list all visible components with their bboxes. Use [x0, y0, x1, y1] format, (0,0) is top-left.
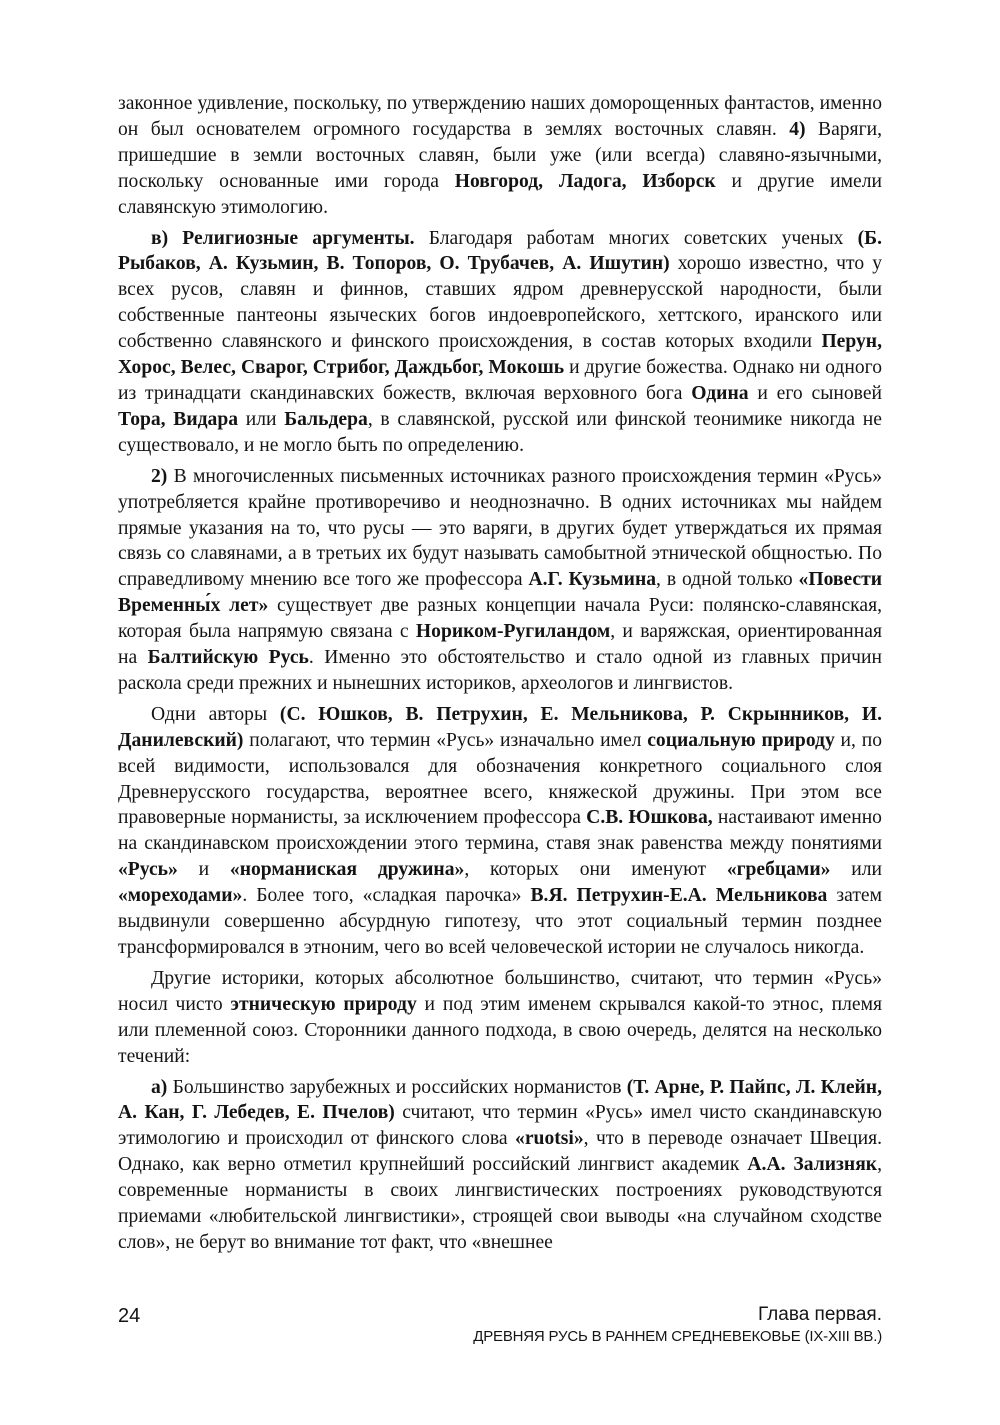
text-run: Одни авторы: [151, 703, 280, 725]
bold-text-run: (Б. Рыбаков, А. Кузьмин, В. Топоров, О. Трубачев, А. Ишутин): [118, 227, 882, 275]
bold-text-run: Тора, Видара: [118, 408, 239, 430]
paragraph-normanists: [118, 1075, 882, 1256]
paragraph-social-nature: [118, 702, 882, 961]
page-number: 24: [118, 1305, 141, 1327]
bold-text-run: «Повести Временны́х лет»: [118, 569, 883, 617]
bold-text-run: 4): [789, 118, 806, 140]
paragraph-term-rus-sources: [118, 464, 882, 697]
bold-text-run: «ruotsi»: [515, 1128, 584, 1150]
bold-text-run: 2): [151, 465, 168, 487]
bold-text-run: Бальдера: [284, 408, 368, 430]
text-run: , которых они именуют: [464, 859, 727, 881]
paragraph-ethnic-nature: [118, 966, 882, 1070]
paragraph-religious-arguments: [118, 226, 882, 459]
text-run: В многочисленных письменных источниках разного происхождения термин «Русь» употребляется крайне противоречиво и неоднозначно. В одних источниках мы найдем прямые указания на то, что русы — это варяги, в других будет утверждаться их прямая связь со славянами, а в третьих их будут называть самобытной этнической общностью. По справедливому мнению все того же профессора: [118, 465, 882, 591]
text-run: Большинство зарубежных и российских норманистов: [167, 1076, 627, 1098]
running-footer: [473, 1304, 882, 1347]
bold-text-run: С.В. Юшкова,: [586, 807, 713, 829]
bold-text-run: «гребцами»: [726, 859, 831, 881]
bold-text-run: этническую природу: [230, 993, 417, 1015]
bold-text-run: А.Г. Кузьмина: [528, 569, 657, 591]
text-run: существует две разных концепции начала Руси: полянско-славянская, которая была напрямую связана с: [118, 595, 882, 643]
text-run: и под этим именем скрывался какой-то этнос, племя или племенной союз. Сторонники данного подхода, в свою очередь, делятся на несколько течений:: [118, 993, 882, 1067]
bold-text-run: В.Я. Петрухин-Е.А. Мельникова: [530, 885, 828, 907]
bold-text-run: а): [151, 1076, 168, 1098]
text-run: , в славянской, русской или финской теонимике никогда не существовало, и не могло быть по определению.: [118, 408, 882, 456]
bold-text-run: А.А. Зализняк: [747, 1154, 878, 1176]
bold-text-run: (С. Юшков, В. Петрухин, Е. Мельникова, Р. Скрынников, И. Данилевский): [118, 703, 882, 751]
text-run: или: [238, 408, 285, 430]
text-run: , и варяжская, ориентированная на: [118, 621, 882, 669]
text-run: законное удивление, поскольку, по утверждению наших доморощенных фантастов, именно он был основателем огромного государства в землях восточных славян.: [118, 93, 882, 140]
paragraph-1: [118, 91, 882, 221]
bold-text-run: «мореходами»: [118, 885, 243, 907]
text-run: . Более того, «сладкая парочка»: [242, 885, 531, 907]
text-run: и: [177, 859, 230, 881]
bold-text-run: Одина: [691, 382, 749, 404]
text-run: . Именно это обстоятельство и стало одной из главных причин раскола среди прежних и нынешних историков, археологов и лингвистов.: [118, 647, 883, 694]
text-run: и другие божества. Однако ни одного из тринадцати скандинавских божеств, включая верховного бога: [118, 357, 882, 404]
text-run: настаивают именно на скандинавском происхождении этого термина, ставя знак равенства между понятиями: [118, 807, 882, 855]
text-run: , что в переводе означает Швеция. Однако, как верно отметил крупнейший российский лингвист академик: [118, 1128, 882, 1176]
bold-text-run: в) Религиозные аргументы.: [151, 227, 415, 249]
bold-text-run: (Т. Арне, Р. Пайпс, Л. Клейн, А. Кан, Г. Лебедев, Е. Пчелов): [118, 1076, 882, 1124]
text-run: или: [830, 859, 882, 881]
text-run: Другие историки, которых абсолютное большинство, считают, что термин «Русь» носил чисто: [118, 967, 882, 1015]
text-run: затем выдвинули совершенно абсурдную гипотезу, что этот социальный термин позднее трансформировался в этноним, чего во всей человеческой истории не случалось никогда.: [118, 885, 882, 958]
bold-text-run: Нориком-Ругиландом: [415, 621, 611, 643]
chapter-title: Глава первая.: [757, 1304, 882, 1325]
text-run: считают, что термин «Русь» имел чисто скандинавскую этимологию и происходил от финского слова: [118, 1102, 882, 1150]
bold-text-run: Новгород, Ладога, Изборск: [454, 170, 716, 192]
bold-text-run: социальную природу: [647, 729, 835, 751]
page-body: [118, 91, 882, 1256]
text-run: , современные норманисты в своих лингвистических построениях руководствуются приемами «любительской лингвистики», строящей свои выводы «на случайном сходстве слов», не берут во внимание тот факт, что «внешнее: [118, 1154, 882, 1253]
text-run: Благодаря работам многих советских ученых: [414, 227, 858, 249]
chapter-subtitle: ДРЕВНЯЯ РУСЬ В РАННЕМ СРЕДНЕВЕКОВЬЕ (IX-XIII ВВ.): [473, 1328, 882, 1345]
bold-text-run: «норманиская дружина»: [229, 859, 465, 881]
text-run: Варяги, пришедшие в земли восточных славян, были уже (или всегда) славяно-язычными, поскольку основанные ими города: [118, 118, 882, 192]
text-run: и, по всей видимости, использовался для обозначения конкретного социального слоя Древнерусского государства, вероятнее всего, княжеской дружины. При этом все правоверные норманисты, за исключением профессора: [118, 729, 882, 829]
text-run: и его сыновей: [748, 382, 882, 404]
bold-text-run: Балтийскую Русь: [147, 647, 309, 669]
text-run: и другие имели славянскую этимологию.: [118, 170, 883, 218]
text-run: полагают, что термин «Русь» изначально имел: [243, 729, 648, 751]
bold-text-run: Перун, Хорос, Велес, Сварог, Стрибог, Даждьбог, Мокошь: [118, 331, 882, 379]
bold-text-run: «Русь»: [118, 859, 178, 881]
text-run: хорошо известно, что у всех русов, славян и финнов, ставших ядром древнерусской народности, были собственные пантеоны языческих богов индоевропейского, хеттского, иранского или собственно славянского и финского происхождения, в состав которых входили: [118, 253, 882, 353]
text-run: , в одной только: [656, 569, 799, 591]
